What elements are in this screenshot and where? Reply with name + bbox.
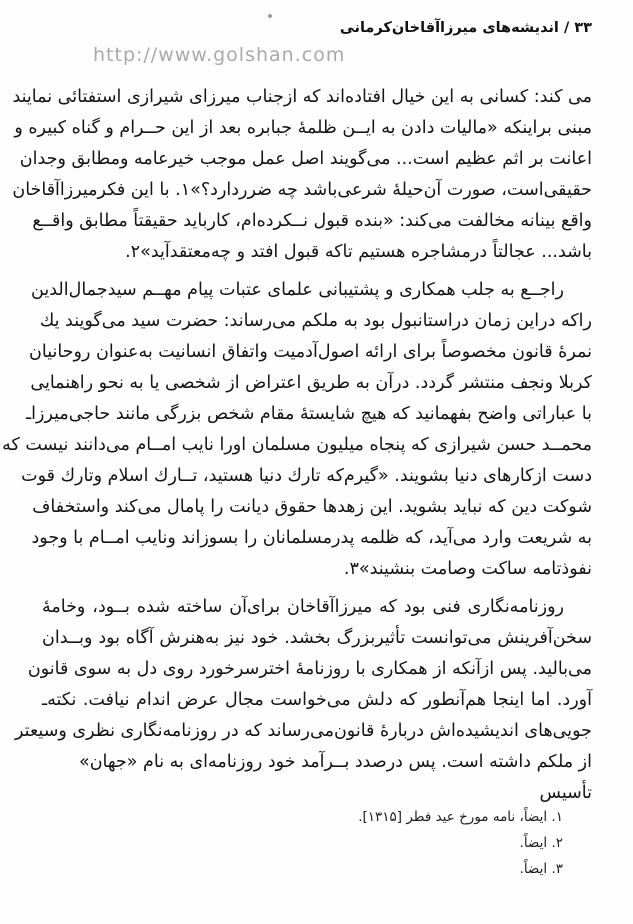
text-line: به شریعت وارد می‌آید، که ظلمه پدرمسلمانان را بسوزاند ونایب امــام با وجود bbox=[31, 528, 592, 548]
text-line: راکه دراین زمان دراستانبول بود به ملکم می‌رساند: حضرت سید می‌گویند یك bbox=[39, 311, 592, 331]
text-line: اعانت بر اثم عظیم است... می‌گویند اصل عمل موجب خیرعامه ومطابق وجدان bbox=[19, 149, 592, 169]
footnotes bbox=[358, 804, 563, 882]
text-line: راجــع به جلب همکاری و پشتیبانی علمای عتبات پیام مهــم سیدجمال‌الدین bbox=[31, 280, 564, 300]
text-line: کربلا ونجف منتشر گردد. درآن به طریق اعتراض از شخصی یا به نحو راهنمایی bbox=[30, 373, 592, 393]
text-line: جویی‌های اندیشیده‌اش دربارهٔ قانون‌می‌رساند که در روزنامه‌نگاری نظری وسیعتر bbox=[15, 721, 592, 741]
text-line: روزنامه‌نگاری فنی بود که میرزاآقاخان برای‌آن ساخته شده بــود، وخامهٔ bbox=[42, 597, 564, 617]
scan-speck bbox=[267, 13, 273, 19]
footnote-line: ۱. ایضاً، نامه مورخ عید فطر [۱۳۱۵]. bbox=[358, 809, 563, 825]
footnote-line: ۳. ایضاً. bbox=[519, 861, 563, 877]
text-line: نمرهٔ قانون مخصوصاً برای ارائه اصول‌آدمیت واتفاق انسانیت به‌عنوان روحانیان bbox=[29, 342, 592, 362]
text-line: مبنی براینکه «مالیات دادن به ایــن ظلمهٔ جبابره بعد از این حــرام و گناه کبیره و bbox=[14, 118, 592, 138]
text-line: حقیقی‌است، صورت آن‌حیلهٔ شرعی‌باشد چه ضرردارد؟»۱. با این فکرمیرزاآقاخان bbox=[12, 180, 592, 200]
text-line: سخن‌آفرینش می‌توانست تأثیربزرگ بخشد. خود نیز به‌هنرش آگاه بود وبــدان bbox=[42, 628, 592, 648]
footnote-line: ۲. ایضاً. bbox=[519, 835, 563, 851]
text-line: شوکت دین که نباید بشوید. این زهدها حقوق دیانت را پامال می‌کند واستخفاف bbox=[32, 497, 592, 517]
body-text bbox=[2, 82, 592, 803]
text-line: نفوذتامه ساکت وصامت بنشیند»۳. bbox=[343, 559, 592, 579]
text-line: می‌بالید. پس ازآنکه از همکاری با روزنامهٔ اخترسرخورد روی دل به سوی قانون bbox=[27, 659, 592, 679]
paragraph bbox=[12, 82, 592, 268]
text-line: محمــد حسن شیرازی که پنجاه میلیون مسلمان اورا نایب امــام می‌دانند نیست که bbox=[2, 435, 592, 455]
running-head: ۳۳ / اندیشه‌های میرزاآقاخان‌کرمانی bbox=[339, 20, 592, 36]
text-line: آورد. اما اینجا هم‌آنطور که دلش می‌خواست مجال عرض اندام نیافت. نکته‌ـ bbox=[42, 690, 592, 710]
text-line: از ملکم داشته است. پس درصدد بــرآمد خود روزنامه‌ای به نام «جهان» تأسیس bbox=[79, 752, 592, 803]
text-line: باشد... عجالتاً درمشاجره هستیم تاکه قبول افتد و چه‌معتقدآید»۲. bbox=[125, 242, 592, 262]
text-line: با عباراتی واضح بفهمانید که هیچ شایستهٔ مقام شخص بزرگی مانند حاجی‌میرزاـ bbox=[26, 404, 592, 424]
paragraph bbox=[2, 275, 592, 585]
text-line: می کند: کسانی به این خیال افتاده‌اند که ازجناب میرزای شیرازی استفتائی نمایند bbox=[12, 87, 592, 107]
paragraph bbox=[15, 592, 592, 803]
text-line: واقع بینانه مخالفت می‌کند: «بنده قبول نــکرده‌ام، کارباید حقیقتاً مطابق واقــع bbox=[32, 211, 592, 231]
text-line: دست ازکارهای دنیا بشویند. «گیرم‌که تارك دنیا هستید، تــارك اسلام وتارك قوت bbox=[21, 466, 592, 486]
watermark-url: http://www.golshan.com bbox=[93, 44, 346, 66]
